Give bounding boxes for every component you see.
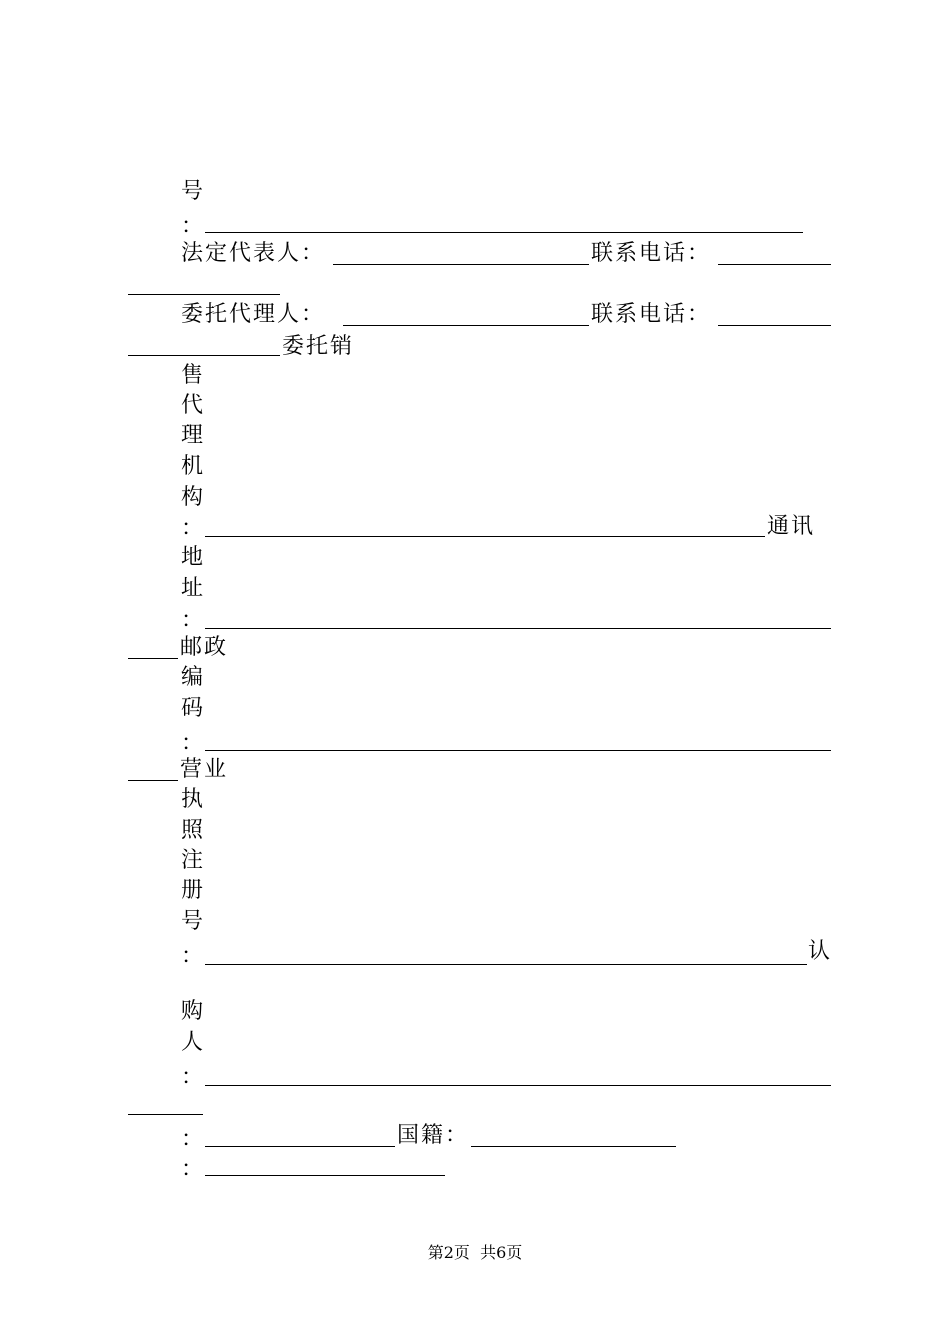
page-footer: [0, 1242, 950, 1264]
license-char: 执: [181, 787, 206, 812]
postcode-char: 码: [181, 696, 206, 721]
postcode-line-cont: [128, 780, 178, 781]
sales-agency-char: 售: [181, 363, 206, 388]
phone-line-1: [718, 264, 831, 265]
agent-label: 委托代理人：: [181, 302, 326, 327]
legal-rep-line: [333, 264, 589, 265]
postcode-char: 编: [181, 665, 206, 690]
colon: ：: [181, 1065, 206, 1090]
address-char: 址: [181, 576, 206, 601]
buyer-line: [205, 1085, 831, 1086]
buyer-char: 购: [181, 999, 206, 1024]
sales-agency-char: 机: [181, 454, 206, 479]
license-char: 业: [204, 757, 229, 782]
hao-label: 号: [181, 179, 206, 204]
colon: ：: [181, 608, 206, 633]
sales-agency-char: 理: [181, 423, 206, 448]
postcode-char: 邮: [180, 635, 205, 660]
page-total: 共6页: [480, 1243, 523, 1262]
agent-line: [343, 325, 589, 326]
phone-label-1: 联系电话：: [591, 241, 712, 266]
colon: ：: [181, 944, 206, 969]
license-char: 册: [181, 878, 206, 903]
page-number: 第2页: [427, 1243, 470, 1262]
address-char: 通: [767, 514, 792, 539]
license-char: 营: [180, 757, 205, 782]
nationality-line: [471, 1146, 676, 1147]
phone-label-2: 联系电话：: [591, 302, 712, 327]
address-line-cont: [128, 658, 178, 659]
legal-rep-label: 法定代表人：: [181, 241, 326, 266]
sales-agency-line: [205, 536, 765, 537]
final-line: [205, 1175, 445, 1176]
address-char: 地: [181, 545, 206, 570]
id-line: [205, 1146, 395, 1147]
sales-agency-char: 委: [282, 334, 307, 359]
postcode-char: 政: [204, 635, 229, 660]
buyer-char: 人: [181, 1030, 206, 1055]
license-line: [205, 964, 807, 965]
buyer-char: 认: [808, 939, 833, 964]
license-char: 号: [181, 909, 206, 934]
phone-line-2: [718, 325, 831, 326]
sales-agency-char: 托: [306, 334, 331, 359]
colon: ：: [181, 1127, 206, 1152]
sales-agency-char: 代: [181, 393, 206, 418]
sales-agency-char: 构: [181, 485, 206, 510]
colon: ：: [181, 1157, 206, 1182]
phone-line-1-cont: [128, 294, 280, 295]
license-char: 照: [181, 818, 206, 843]
colon: ：: [181, 516, 206, 541]
colon: ：: [181, 731, 206, 756]
sales-agency-char: 销: [330, 334, 355, 359]
address-line: [205, 628, 831, 629]
address-char: 讯: [791, 514, 816, 539]
buyer-line-cont: [128, 1114, 203, 1115]
colon: ：: [181, 214, 206, 239]
nationality-label: 国籍：: [397, 1123, 470, 1148]
blank-line: [205, 232, 803, 233]
postcode-line: [205, 750, 831, 751]
phone-line-2-cont: [128, 355, 280, 356]
license-char: 注: [181, 848, 206, 873]
